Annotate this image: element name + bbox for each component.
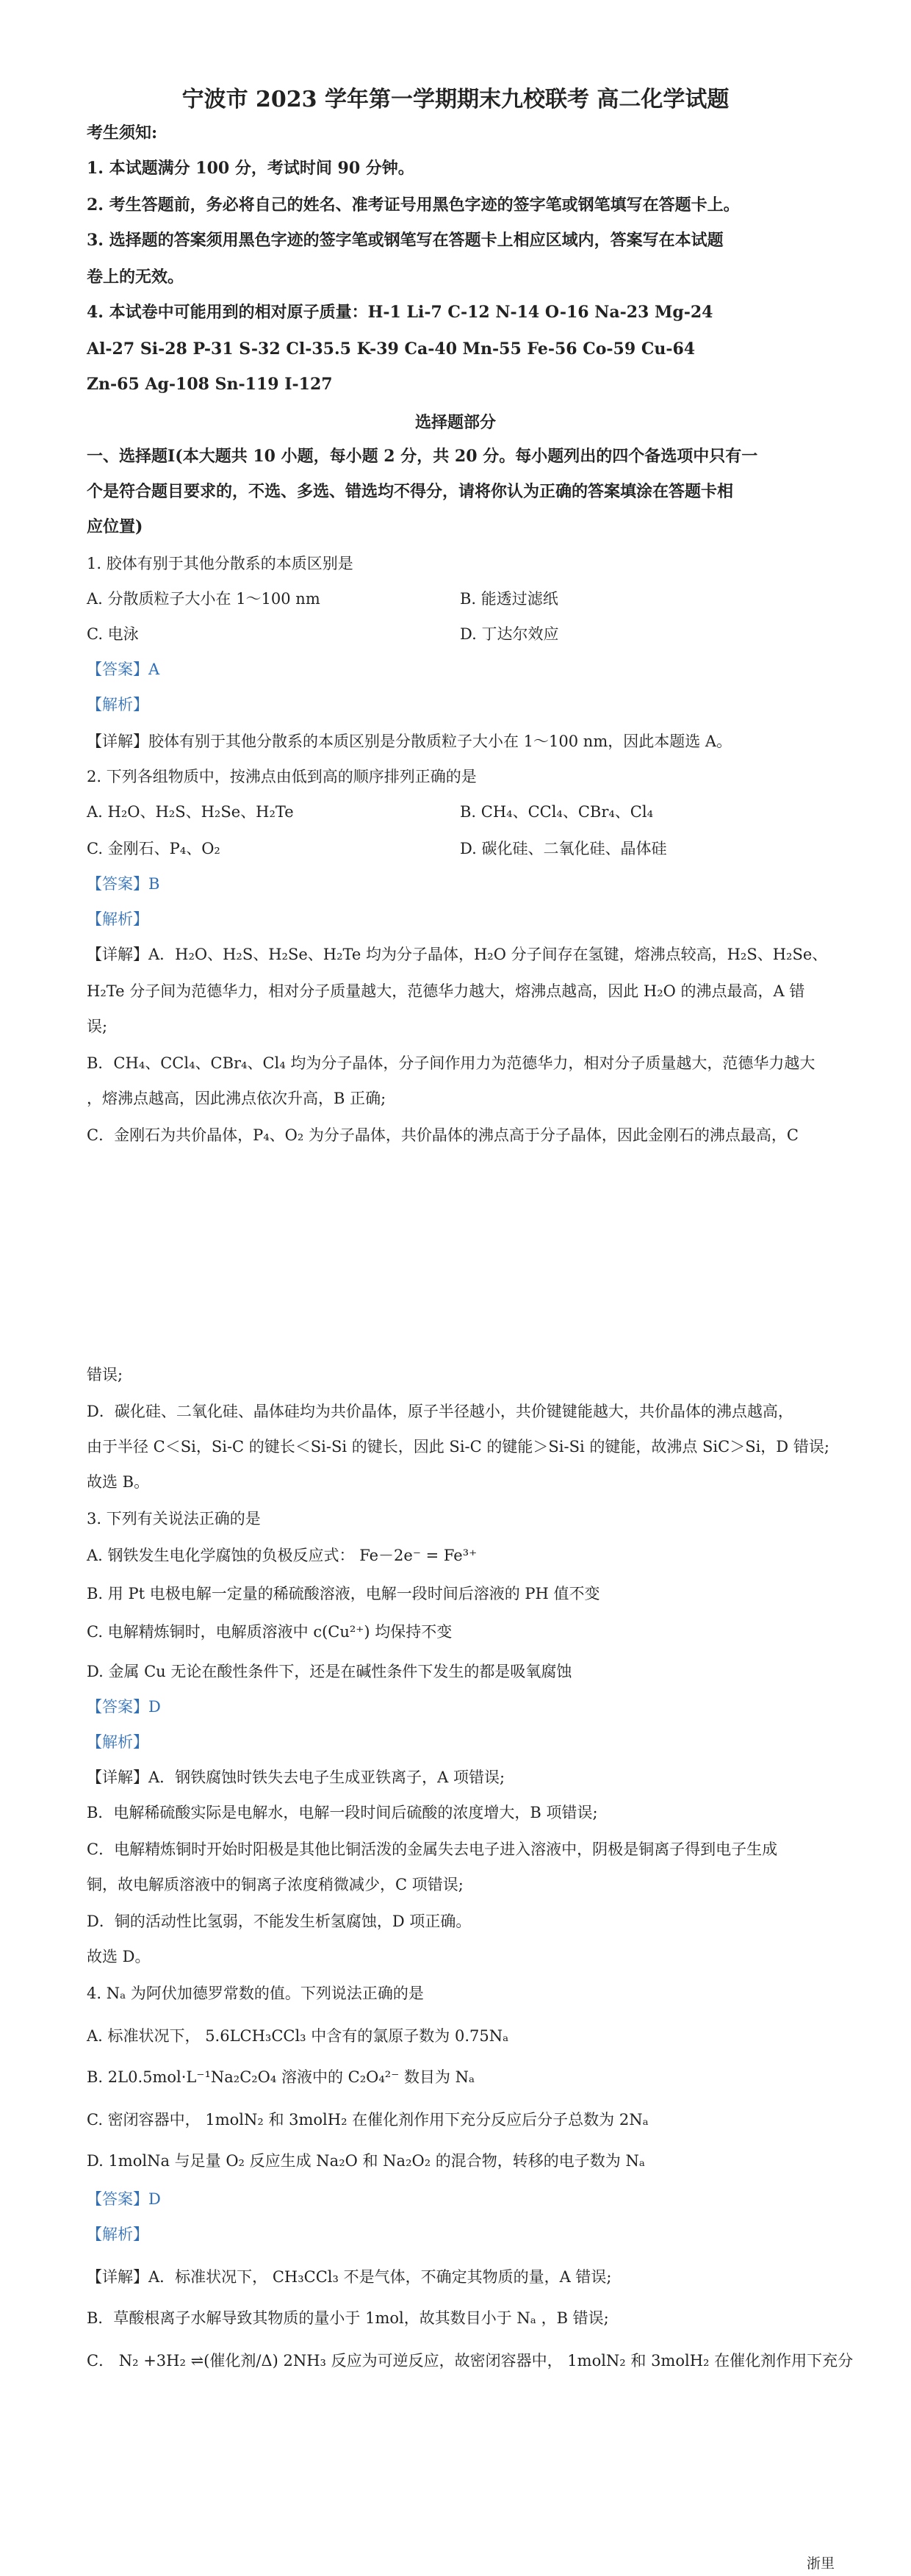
q1-options-row — [87, 588, 829, 610]
q4-detail-line: C． N₂ +3H₂ ⇌(催化剂/Δ) 2NH₃ 反应为可逆反应，故密闭容器中， 1molN₂ 和 3molH₂ 在催化剂作用下充分 — [87, 2352, 854, 2370]
notice-item: 2. 考生答题前，务必将自己的姓名、准考证号用黑色字迹的签字笔或钢笔填写在答题卡上。 — [87, 195, 740, 215]
q2-options-row — [87, 801, 829, 823]
q2-analysis: 【解析】 — [87, 910, 148, 928]
q1-option-a: A. 分散质粒子大小在 1～100 nm — [87, 590, 320, 608]
exam-title: 宁波市 2023 学年第一学期期末九校联考 高二化学试题 — [181, 87, 730, 112]
q2-detail-line: 错误; — [87, 1366, 123, 1384]
q2-detail-line: B．CH₄、CCl₄、CBr₄、Cl₄ 均为分子晶体，分子间作用力为范德华力，相对分子质量越大，范德华力越大 — [87, 1054, 815, 1072]
q3-detail-line: 铜，故电解质溶液中的铜离子浓度稍微减少，C 项错误; — [87, 1876, 464, 1893]
q4-detail-line: B．草酸根离子水解导致其物质的量小于 1mol，故其数目小于 Nₐ ，B 错误; — [87, 2309, 609, 2327]
q3-detail-line: 【详解】A．钢铁腐蚀时铁失去电子生成亚铁离子，A 项错误; — [87, 1769, 505, 1786]
q2-answer: 【答案】B — [87, 875, 160, 893]
section-title: 选择题部分 — [414, 413, 496, 432]
q1-answer: 【答案】A — [87, 661, 160, 678]
q3-answer: 【答案】D — [87, 1698, 161, 1716]
footer-watermark: 浙里 — [807, 2555, 835, 2572]
q3-stem: 3. 下列有关说法正确的是 — [87, 1510, 261, 1528]
q2-detail-line: H₂Te 分子间为范德华力，相对分子质量越大，范德华力越大，熔沸点越高，因此 H₂O 的沸点最高，A 错 — [87, 982, 805, 1000]
q3-option-c: C. 电解精炼铜时，电解质溶液中 c(Cu²⁺) 均保持不变 — [87, 1623, 453, 1641]
q2-detail-line: 由于半径 C＜Si，Si-C 的键长＜Si-Si 的键长，因此 Si-C 的键能＞Si-Si 的键能，故沸点 SiC＞Si，D 错误; — [87, 1438, 829, 1456]
q4-option-d: D. 1molNa 与足量 O₂ 反应生成 Na₂O 和 Na₂O₂ 的混合物，转移的电子数为 Nₐ — [87, 2152, 645, 2170]
notice-item: 3. 选择题的答案须用黑色字迹的签字笔或钢笔写在答题卡上相应区域内，答案写在本试题 — [87, 231, 724, 250]
q1-option-b: B. 能透过滤纸 — [460, 590, 558, 608]
q2-stem: 2. 下列各组物质中，按沸点由低到高的顺序排列正确的是 — [87, 768, 477, 785]
notice-item: 4. 本试卷中可能用到的相对原子质量：H-1 Li-7 C-12 N-14 O-16 Na-23 Mg-24 — [87, 303, 713, 322]
part1-header-line: 个是符合题目要求的，不选、多选、错选均不得分，请将你认为正确的答案填涂在答题卡相 — [87, 482, 734, 501]
q1-detail: 【详解】胶体有别于其他分散系的本质区别是分散质粒子大小在 1～100 nm，因此本题选 A。 — [87, 733, 732, 750]
q3-analysis: 【解析】 — [87, 1733, 148, 1751]
q2-detail-line: 误; — [87, 1018, 108, 1035]
q3-option-d: D. 金属 Cu 无论在酸性条件下，还是在碱性条件下发生的都是吸氧腐蚀 — [87, 1663, 572, 1680]
part1-header-line: 一、选择题Ⅰ(本大题共 10 小题，每小题 2 分，共 20 分。每小题列出的四个备选项中只有一 — [87, 447, 758, 466]
part1-header-line: 应位置) — [87, 517, 143, 536]
q2-option-b: B. CH₄、CCl₄、CBr₄、Cl₄ — [460, 803, 654, 821]
q4-detail-line: 【详解】A．标准状况下， CH₃CCl₃ 不是气体，不确定其物质的量，A 错误; — [87, 2268, 612, 2286]
q3-option-b: B. 用 Pt 电极电解一定量的稀硫酸溶液，电解一段时间后溶液的 PH 值不变 — [87, 1585, 600, 1602]
q2-detail-line: 【详解】A．H₂O、H₂S、H₂Se、H₂Te 均为分子晶体，H₂O 分子间存在氢键，熔沸点较高，H₂S、H₂Se、 — [87, 946, 828, 963]
notice-item: Al-27 Si-28 P-31 S-32 Cl-35.5 K-39 Ca-40 Mn-55 Fe-56 Co-59 Cu-64 — [87, 339, 696, 359]
q1-option-d: D. 丁达尔效应 — [460, 625, 559, 643]
q1-option-c: C. 电泳 — [87, 625, 139, 643]
q4-stem: 4. Nₐ 为阿伏加德罗常数的值。下列说法正确的是 — [87, 1985, 424, 2002]
q3-detail-line: B．电解稀硫酸实际是电解水，电解一段时间后硫酸的浓度增大，B 项错误; — [87, 1804, 598, 1821]
q3-detail-line: D．铜的活动性比氢弱，不能发生析氢腐蚀，D 项正确。 — [87, 1913, 472, 1930]
notice-item: Zn-65 Ag-108 Sn-119 I-127 — [87, 375, 333, 394]
notice-heading: 考生须知: — [87, 123, 158, 143]
q2-detail-line: 故选 B。 — [87, 1473, 150, 1491]
q4-option-a: A. 标准状况下， 5.6LCH₃CCl₃ 中含有的氯原子数为 0.75Nₐ — [87, 2027, 509, 2045]
q2-detail-line: C．金刚石为共价晶体，P₄、O₂ 为分子晶体，共价晶体的沸点高于分子晶体，因此金刚石的沸点最高，C — [87, 1126, 799, 1144]
q4-answer: 【答案】D — [87, 2190, 161, 2208]
q2-detail-line: D．碳化硅、二氧化硅、晶体硅均为共价晶体，原子半径越小，共价键键能越大，共价晶体的沸点越高， — [87, 1403, 793, 1420]
q2-detail-line: ，熔沸点越高，因此沸点依次升高，B 正确; — [87, 1090, 386, 1107]
q4-option-c: C. 密闭容器中， 1molN₂ 和 3molH₂ 在催化剂作用下充分反应后分子总数为 2Nₐ — [87, 2111, 649, 2129]
q3-detail-line: 故选 D。 — [87, 1948, 151, 1965]
q4-analysis: 【解析】 — [87, 2226, 148, 2243]
q4-option-b: B. 2L0.5mol·L⁻¹Na₂C₂O₄ 溶液中的 C₂O₄²⁻ 数目为 Nₐ — [87, 2068, 475, 2086]
q1-analysis: 【解析】 — [87, 696, 148, 713]
q2-option-d: D. 碳化硅、二氧化硅、晶体硅 — [460, 840, 667, 857]
q2-option-a: A. H₂O、H₂S、H₂Se、H₂Te — [87, 803, 294, 821]
q2-option-c: C. 金刚石、P₄、O₂ — [87, 840, 220, 857]
q1-stem: 1. 胶体有别于其他分散系的本质区别是 — [87, 555, 353, 572]
q1-options-row — [87, 623, 829, 645]
q3-option-a: A. 钢铁发生电化学腐蚀的负极反应式： Fe－2e⁻ = Fe³⁺ — [87, 1547, 478, 1564]
q2-options-row — [87, 838, 829, 860]
notice-item: 1. 本试题满分 100 分，考试时间 90 分钟。 — [87, 159, 414, 178]
notice-item: 卷上的无效。 — [87, 267, 184, 287]
q3-detail-line: C．电解精炼铜时开始时阳极是其他比铜活泼的金属失去电子进入溶液中，阴极是铜离子得到电子生成 — [87, 1841, 778, 1858]
